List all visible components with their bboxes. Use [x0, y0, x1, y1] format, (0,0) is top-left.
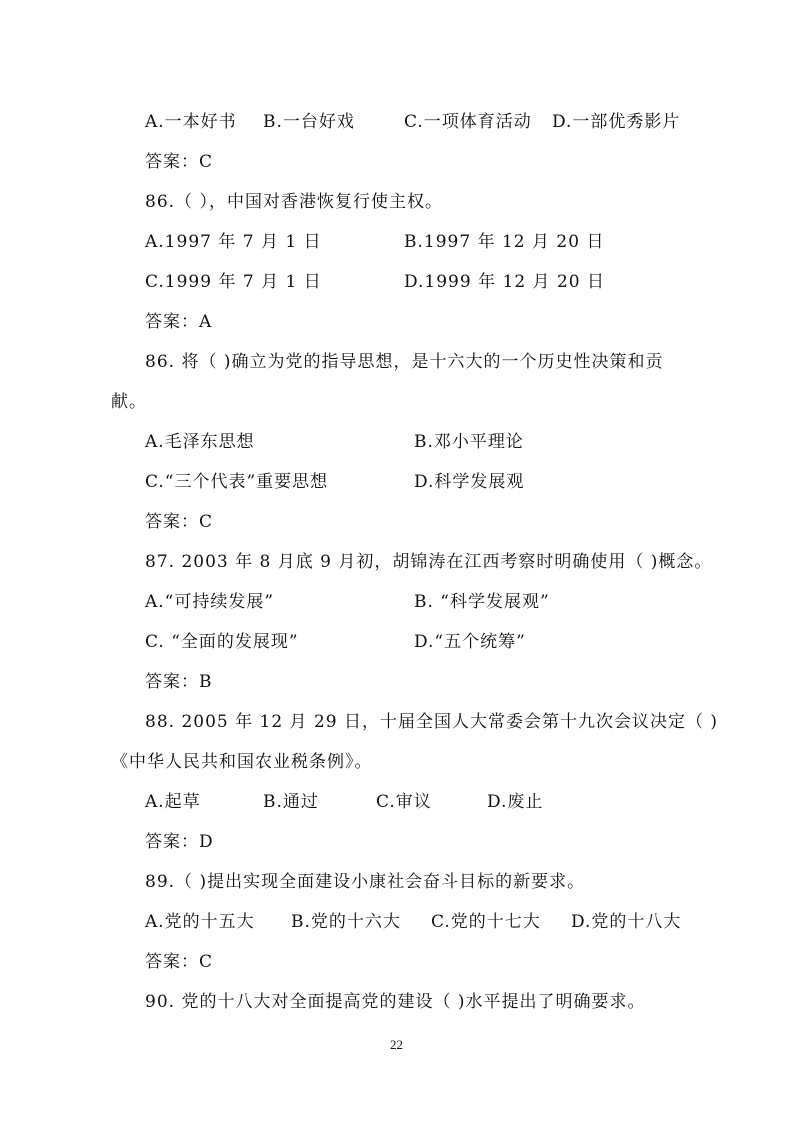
question-text: 86. 将（ )确立为党的指导思想，是十六大的一个历史性决策和贡	[145, 352, 664, 372]
option-a: A.党的十五大	[145, 912, 255, 932]
question-text: 89.（ )提出实现全面建设小康社会奋斗目标的新要求。	[145, 872, 586, 892]
question-text: 90. 党的十八大对全面提高党的建设（ )水平提出了明确要求。	[145, 992, 646, 1012]
option-a: A.一本好书	[145, 112, 237, 132]
question-text-continued: 献。	[111, 392, 147, 412]
option-c: C.审议	[376, 792, 432, 812]
option-d: D.科学发展观	[414, 472, 525, 492]
option-b: B.通过	[263, 792, 319, 812]
answer: 答案：D	[145, 832, 214, 852]
option-c: C.一项体育活动	[404, 112, 532, 132]
question-text-continued: 《中华人民共和国农业税条例》。	[111, 752, 373, 772]
question-text: 88. 2005 年 12 月 29 日，十届全国人大常委会第十九次会议决定（ )	[145, 712, 719, 732]
answer: 答案：A	[145, 312, 213, 332]
option-c: C.党的十七大	[431, 912, 541, 932]
option-b: B.1997 年 12 月 20 日	[404, 232, 605, 252]
page-number: 22	[390, 1037, 403, 1052]
answer: 答案：C	[145, 512, 214, 532]
option-b: B.一台好戏	[263, 112, 355, 132]
option-c: C.“三个代表”重要思想	[145, 472, 329, 492]
question-text: 86.（ ），中国对香港恢复行使主权。	[145, 192, 443, 212]
answer: 答案：C	[145, 152, 214, 172]
option-d: D.“五个统筹”	[414, 632, 526, 652]
option-c: C. “全面的发展现”	[145, 632, 299, 652]
answer: 答案：C	[145, 952, 214, 972]
option-c: C.1999 年 7 月 1 日	[145, 272, 322, 292]
answer: 答案：B	[145, 672, 213, 692]
question-text: 87. 2003 年 8 月底 9 月初，胡锦涛在江西考察时明确使用（ )概念。	[145, 552, 713, 572]
option-d: D.党的十八大	[571, 912, 682, 932]
option-d: D.1999 年 12 月 20 日	[404, 272, 605, 292]
option-b: B. “科学发展观”	[414, 592, 550, 612]
option-a: A.1997 年 7 月 1 日	[145, 232, 322, 252]
option-a: A.“可持续发展”	[145, 592, 275, 612]
option-a: A.起草	[145, 792, 201, 812]
option-a: A.毛泽东思想	[145, 432, 255, 452]
option-d: D.一部优秀影片	[552, 112, 681, 132]
option-d: D.废止	[487, 792, 544, 812]
option-b: B.党的十六大	[291, 912, 401, 932]
option-b: B.邓小平理论	[414, 432, 524, 452]
